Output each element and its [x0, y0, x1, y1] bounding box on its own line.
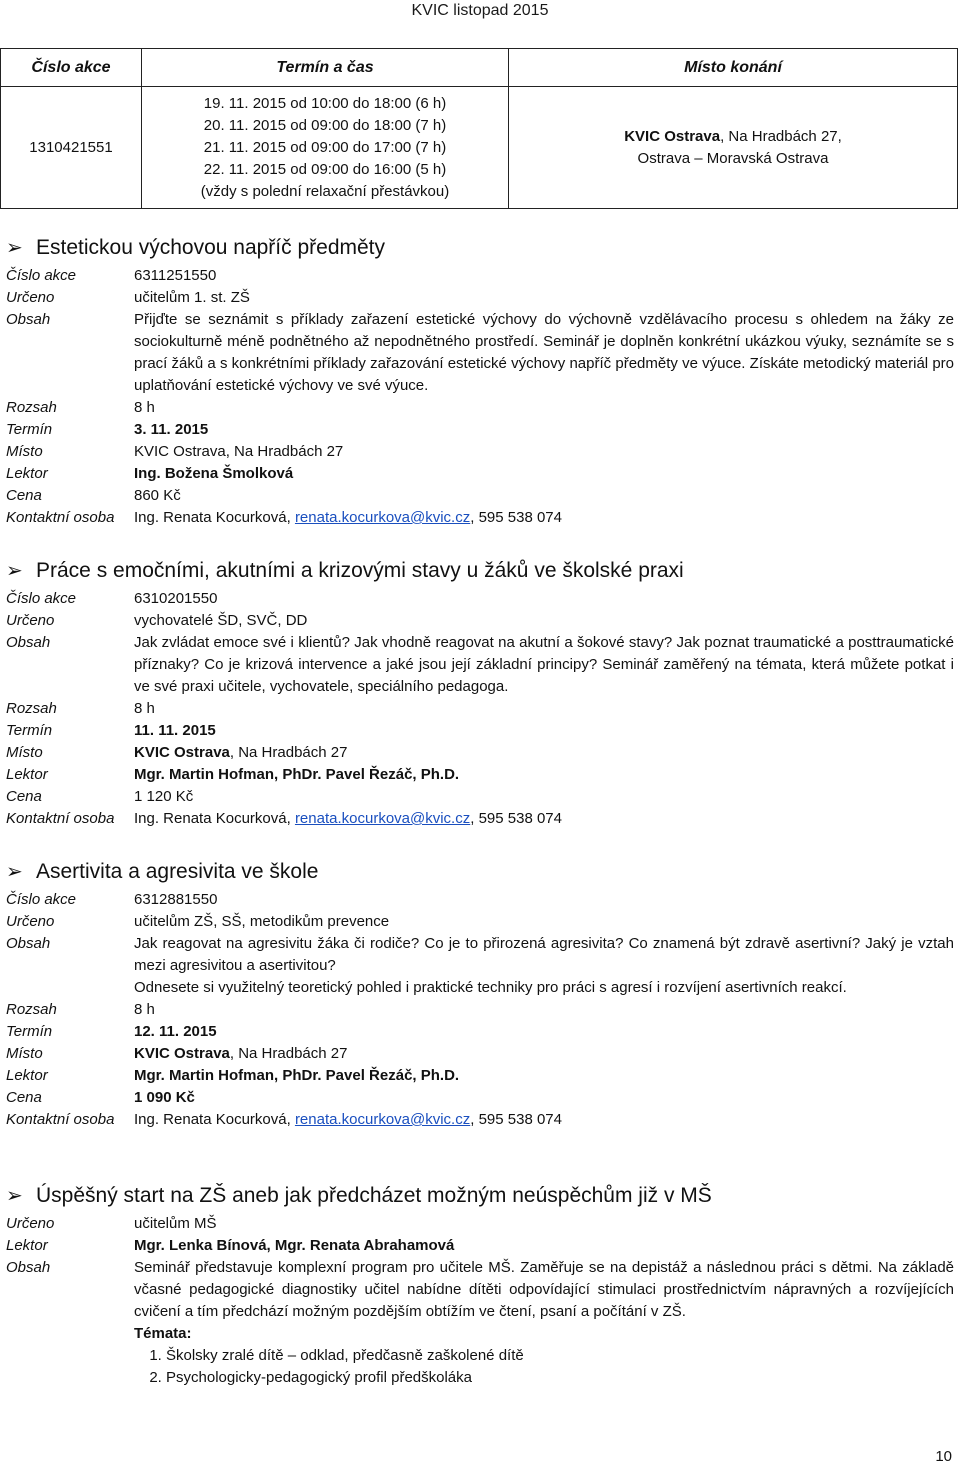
event-table [0, 48, 958, 209]
date-note: (vždy s polední relaxační přestávkou) [200, 182, 450, 200]
arrow-bullet-icon: ➢ [6, 861, 23, 883]
contact [134, 507, 954, 529]
event-id: 1310421551 [1, 87, 142, 209]
label: Termín [6, 722, 53, 739]
content-paragraph: Jak reagovat na agresivitu žáka či rodiče? Co je to přirozená agresivita? Co znamená být zdravě asertivní? Jaký je vztah mezi agresivitou a asertivitou? [134, 935, 954, 974]
contact-name: Ing. Renata Kocurková, [134, 1111, 295, 1128]
location [134, 742, 954, 764]
topics-label: Témata: [134, 1325, 192, 1342]
label: Rozsah [6, 399, 57, 416]
contact-name: Ing. Renata Kocurková, [134, 509, 295, 526]
label: Cena [6, 1089, 42, 1106]
contact-email-link[interactable]: renata.kocurkova@kvic.cz [294, 509, 471, 526]
topic-item: 1. Školsky zralé dítě – odklad, předčasně zaškolené dítě [166, 1345, 954, 1367]
place-address: , Na Hradbách 27, [720, 127, 842, 145]
course-title [6, 231, 954, 265]
duration: 8 h [134, 700, 155, 717]
label: Cena [6, 487, 42, 504]
audience: učitelům ZŠ, SŠ, metodikům prevence [134, 913, 390, 930]
content [134, 933, 954, 999]
course-title-text: Asertivita a agresivita ve škole [36, 860, 319, 883]
label: Lektor [6, 465, 48, 482]
date: 11. 11. 2015 [134, 722, 216, 739]
label: Místo [6, 443, 43, 460]
contact-phone: , 595 538 074 [470, 810, 562, 827]
course-section-2 [6, 554, 954, 830]
course-section-4 [6, 1179, 954, 1389]
date-line: 22. 11. 2015 od 09:00 do 16:00 (5 h) [203, 160, 447, 178]
place-city: Ostrava – Moravská Ostrava [637, 149, 829, 167]
content: Přijďte se seznámit s příklady zařazení estetické výchovy do výchovně vzdělávacího procesu s ohledem na žáky ze sociokulturně méně podnětného až nepodnětného prostředí. Seminář je doplněn konkrétní ukázkou výuky, seznámíte se s prací žáků a s konkrétními příklady zařazování estetické výchovy napříč předměty ve výuce. Získáte metodický materiál pro uplatňování estetické výchovy ve své výuce. [134, 311, 954, 394]
course-section-3 [6, 855, 954, 1131]
label: Určeno [6, 289, 55, 306]
label: Termín [6, 1023, 53, 1040]
label: Termín [6, 421, 53, 438]
course-title [6, 554, 954, 588]
arrow-bullet-icon: ➢ [6, 1185, 23, 1207]
content: Jak zvládat emoce své i klientů? Jak vhodně reagovat na akutní a šokové stavy? Jak poznat traumatické a posttraumatické příznaky? Co je krizová intervence a jaké jsou její základní principy? Seminář zaměřený na témata, která můžete potkat i ve své praxi učitele, vychovatele, speciálního pedagoga. [134, 634, 954, 695]
location-address: , Na Hradbách 27 [229, 1045, 348, 1062]
price: 1 090 Kč [134, 1089, 195, 1106]
label: Místo [6, 1045, 43, 1062]
course-title-text: Úspěšný start na ZŠ aneb jak předcházet možným neúspěchům již v MŠ [36, 1184, 712, 1207]
event-dates [142, 87, 509, 209]
label: Číslo akce [6, 590, 77, 607]
page-number: 10 [935, 1448, 952, 1465]
label: Rozsah [6, 1001, 57, 1018]
course-id: 6311251550 [134, 267, 217, 284]
page-header: KVIC listopad 2015 [411, 2, 549, 19]
audience: učitelům MŠ [134, 1215, 217, 1232]
contact-phone: , 595 538 074 [470, 1111, 562, 1128]
content-paragraph: Seminář představuje komplexní program pro učitele MŠ. Zaměřuje se na depistáž a následnou práci s dětmi. Na základě včasné pedagogické diagnostiky učitel nabídne dítěti odpovídající stimulaci prostřednictvím nápravných a rozvíjejících cvičení a tím předchází možným pozdějším obtížím ve čtení, psaní a počítání v ZŠ. [134, 1259, 954, 1320]
price: 1 120 Kč [134, 788, 194, 805]
location-name: KVIC Ostrava [134, 744, 230, 761]
lecturer: Ing. Božena Šmolková [134, 465, 294, 482]
price: 860 Kč [134, 487, 181, 504]
content [134, 1257, 954, 1389]
course-title [6, 855, 954, 889]
lecturer: Mgr. Lenka Bínová, Mgr. Renata Abrahamová [134, 1237, 455, 1254]
course-title [6, 1179, 954, 1213]
label: Kontaktní osoba [6, 1111, 115, 1128]
course-id: 6310201550 [134, 590, 218, 607]
contact [134, 1109, 954, 1131]
audience: učitelům 1. st. ZŠ [134, 289, 250, 306]
topic-item: 2. Psychologicky-pedagogický profil předškoláka [166, 1367, 954, 1389]
duration: 8 h [134, 399, 155, 416]
contact-phone: , 595 538 074 [470, 509, 562, 526]
course-section-1 [6, 231, 954, 529]
location [134, 1043, 954, 1065]
location-address: , Na Hradbách 27 [229, 744, 348, 761]
arrow-bullet-icon: ➢ [6, 237, 23, 259]
label: Určeno [6, 1215, 55, 1232]
contact-email-link[interactable]: renata.kocurkova@kvic.cz [294, 810, 471, 827]
course-title-text: Estetickou výchovou napříč předměty [36, 236, 386, 259]
date-line: 21. 11. 2015 od 09:00 do 17:00 (7 h) [203, 138, 447, 156]
course-id: 6312881550 [134, 891, 218, 908]
audience: vychovatelé ŠD, SVČ, DD [134, 612, 308, 629]
lecturer: Mgr. Martin Hofman, PhDr. Pavel Řezáč, Ph.D. [134, 1067, 460, 1084]
duration: 8 h [134, 1001, 155, 1018]
lecturer: Mgr. Martin Hofman, PhDr. Pavel Řezáč, Ph.D. [134, 766, 460, 783]
label: Lektor [6, 766, 48, 783]
course-title-text: Práce s emočními, akutními a krizovými stavy u žáků ve školské praxi [36, 559, 684, 582]
col-header-dates: Termín a čas [142, 49, 509, 87]
label: Kontaktní osoba [6, 509, 115, 526]
event-place [509, 87, 958, 209]
label: Obsah [6, 1259, 51, 1276]
topics-list [134, 1345, 954, 1389]
contact-name: Ing. Renata Kocurková, [134, 810, 295, 827]
contact [134, 808, 954, 830]
label: Lektor [6, 1237, 48, 1254]
label: Číslo akce [6, 891, 77, 908]
date-line: 20. 11. 2015 od 09:00 do 18:00 (7 h) [203, 116, 447, 134]
date: 12. 11. 2015 [134, 1023, 217, 1040]
label: Obsah [6, 935, 51, 952]
location-name: KVIC Ostrava [134, 1045, 230, 1062]
label: Místo [6, 744, 43, 761]
date-line: 19. 11. 2015 od 10:00 do 18:00 (6 h) [203, 94, 447, 112]
content-paragraph: Odnesete si využitelný teoretický pohled i praktické techniky pro práci s agresí i rozvíjení asertivních reakcí. [134, 979, 847, 996]
label: Kontaktní osoba [6, 810, 115, 827]
label: Určeno [6, 612, 55, 629]
date: 3. 11. 2015 [134, 421, 209, 438]
label: Obsah [6, 634, 51, 651]
contact-email-link[interactable]: renata.kocurkova@kvic.cz [294, 1111, 471, 1128]
location: KVIC Ostrava, Na Hradbách 27 [134, 443, 344, 460]
label: Rozsah [6, 700, 57, 717]
label: Cena [6, 788, 42, 805]
label: Obsah [6, 311, 51, 328]
place-name: KVIC Ostrava [624, 127, 721, 145]
col-header-id: Číslo akce [1, 49, 142, 87]
col-header-place: Místo konání [509, 49, 958, 87]
arrow-bullet-icon: ➢ [6, 560, 23, 582]
label: Lektor [6, 1067, 48, 1084]
label: Číslo akce [6, 267, 77, 284]
label: Určeno [6, 913, 55, 930]
